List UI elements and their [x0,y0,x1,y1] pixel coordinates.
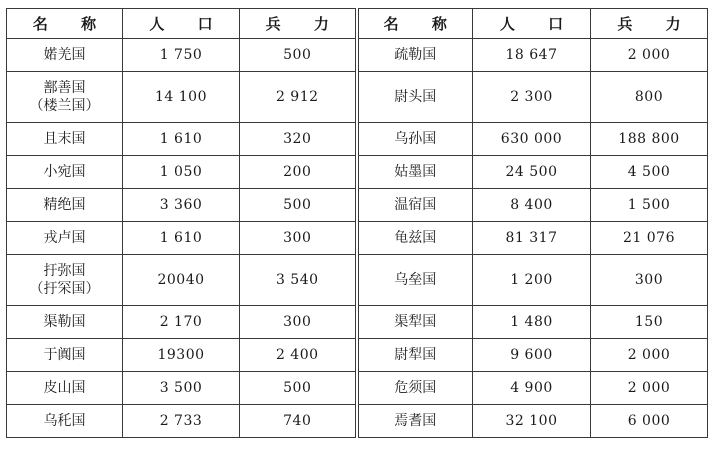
population-cell-right: 24 500 [473,156,591,189]
state-name-line: 渠勒国 [43,314,86,330]
state-name-left [7,39,123,72]
army-cell-right: 2 000 [591,339,708,372]
population-army-table-container [6,8,708,438]
state-name-right [357,222,473,255]
table-row [7,255,708,306]
state-name-left [7,255,123,306]
table-row [7,189,708,222]
state-name-right [357,339,473,372]
table-row [7,72,708,123]
state-name-right [357,39,473,72]
state-name-line: 小宛国 [43,164,86,180]
state-name-line: （楼兰国） [29,98,100,114]
state-name-left [7,222,123,255]
population-cell-right: 18 647 [473,39,591,72]
army-cell-right: 188 800 [591,123,708,156]
army-cell-left: 200 [240,156,357,189]
army-cell-left: 2 912 [240,72,357,123]
state-name-left [7,306,123,339]
army-cell-left: 300 [240,222,357,255]
state-name-line: 龟兹国 [394,230,437,246]
army-cell-right: 21 076 [591,222,708,255]
state-name-line: 乌秅国 [43,413,86,429]
state-name-line: 尉头国 [394,89,437,105]
state-name-line: 戎卢国 [43,230,86,246]
state-name-line: 疏勒国 [394,47,437,63]
state-name-left [7,339,123,372]
state-name-line: 乌孙国 [394,131,437,147]
population-cell-left: 1 050 [123,156,240,189]
population-cell-left: 1 610 [123,123,240,156]
header-army-right: 兵 力 [591,9,708,39]
population-cell-right: 9 600 [473,339,591,372]
table-row [7,339,708,372]
state-name-line: （扜罙国） [29,281,100,297]
army-cell-right: 800 [591,72,708,123]
state-name-line: 扜弥国 [43,263,86,279]
header-population-left: 人 口 [123,9,240,39]
population-cell-right: 2 300 [473,72,591,123]
population-cell-right: 1 480 [473,306,591,339]
header-army-left: 兵 力 [240,9,357,39]
table-row [7,405,708,438]
table-body [7,39,708,438]
army-cell-left: 2 400 [240,339,357,372]
population-cell-left: 1 610 [123,222,240,255]
population-cell-right: 4 900 [473,372,591,405]
population-cell-right: 1 200 [473,255,591,306]
army-cell-left: 740 [240,405,357,438]
state-name-right [357,156,473,189]
state-name-line: 危须国 [394,380,437,396]
army-cell-right: 2 000 [591,372,708,405]
state-name-line: 焉耆国 [394,413,437,429]
population-cell-right: 81 317 [473,222,591,255]
army-cell-right: 6 000 [591,405,708,438]
header-row [7,9,708,39]
state-name-right [357,405,473,438]
state-name-left [7,72,123,123]
army-cell-left: 500 [240,189,357,222]
state-name-left [7,405,123,438]
state-name-line: 渠犁国 [394,314,437,330]
table-row [7,372,708,405]
state-name-left [7,189,123,222]
state-name-line: 温宿国 [394,197,437,213]
state-name-left [7,372,123,405]
state-name-line: 且末国 [43,131,86,147]
population-cell-left: 20040 [123,255,240,306]
table-row [7,39,708,72]
table-row [7,306,708,339]
army-cell-right: 300 [591,255,708,306]
population-cell-left: 1 750 [123,39,240,72]
army-cell-right: 150 [591,306,708,339]
state-name-right [357,123,473,156]
state-name-right [357,72,473,123]
state-name-right [357,255,473,306]
header-name-right: 名 称 [357,9,473,39]
population-army-table [6,8,708,438]
army-cell-right: 1 500 [591,189,708,222]
population-cell-left: 2 733 [123,405,240,438]
state-name-line: 鄯善国 [43,80,86,96]
state-name-line: 乌垒国 [394,272,437,288]
state-name-right [357,306,473,339]
table-row [7,222,708,255]
population-cell-right: 630 000 [473,123,591,156]
army-cell-right: 2 000 [591,39,708,72]
state-name-line: 尉犁国 [394,347,437,363]
population-cell-left: 14 100 [123,72,240,123]
army-cell-left: 3 540 [240,255,357,306]
state-name-left [7,156,123,189]
army-cell-left: 300 [240,306,357,339]
army-cell-left: 320 [240,123,357,156]
state-name-right [357,372,473,405]
army-cell-left: 500 [240,39,357,72]
population-cell-left: 2 170 [123,306,240,339]
state-name-line: 婼羌国 [43,47,86,63]
header-name-left: 名 称 [7,9,123,39]
population-cell-right: 32 100 [473,405,591,438]
state-name-right [357,189,473,222]
state-name-line: 精绝国 [43,197,86,213]
table-row [7,123,708,156]
army-cell-left: 500 [240,372,357,405]
population-cell-left: 19300 [123,339,240,372]
population-cell-left: 3 500 [123,372,240,405]
population-cell-right: 8 400 [473,189,591,222]
header-population-right: 人 口 [473,9,591,39]
army-cell-right: 4 500 [591,156,708,189]
population-cell-left: 3 360 [123,189,240,222]
state-name-line: 姑墨国 [394,164,437,180]
state-name-line: 皮山国 [43,380,86,396]
table-row [7,156,708,189]
state-name-left [7,123,123,156]
state-name-line: 于阗国 [43,347,86,363]
